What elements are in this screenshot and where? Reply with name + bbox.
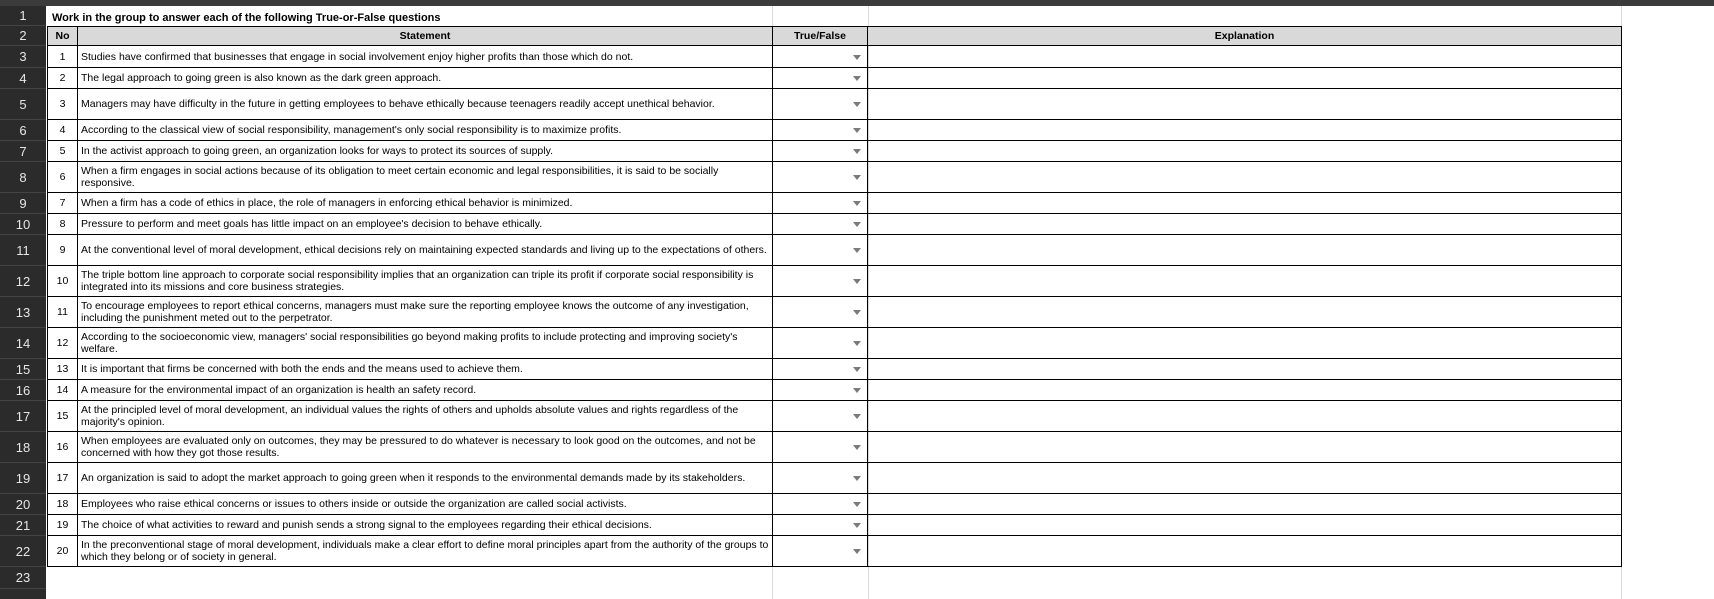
row-number-cell[interactable]: 12: [48, 328, 78, 359]
row-number-cell[interactable]: 18: [48, 494, 78, 515]
dropdown-arrow-icon[interactable]: [853, 222, 861, 227]
explanation-cell[interactable]: [868, 235, 1622, 266]
true-false-dropdown[interactable]: [773, 46, 868, 68]
row-number-cell[interactable]: 1: [48, 46, 78, 68]
true-false-dropdown[interactable]: [773, 141, 868, 162]
true-false-dropdown[interactable]: [773, 68, 868, 89]
row-number-cell[interactable]: 15: [48, 401, 78, 432]
table-row: [48, 494, 1622, 515]
table-row: [48, 235, 1622, 266]
row-number-label[interactable]: 5: [0, 89, 46, 120]
statement-cell[interactable]: At the conventional level of moral development, ethical decisions rely on maintaining expected standards and living up to the expectations of others.: [78, 235, 773, 266]
dropdown-arrow-icon[interactable]: [853, 476, 861, 481]
dropdown-arrow-icon[interactable]: [853, 523, 861, 528]
dropdown-arrow-icon[interactable]: [853, 310, 861, 315]
row-number-label[interactable]: 15: [0, 359, 46, 380]
row-number-cell[interactable]: 5: [48, 141, 78, 162]
explanation-cell[interactable]: [868, 494, 1622, 515]
dropdown-arrow-icon[interactable]: [853, 175, 861, 180]
explanation-cell[interactable]: [868, 380, 1622, 401]
row-number-label[interactable]: 20: [0, 494, 46, 515]
header-statement[interactable]: Statement: [78, 27, 773, 46]
header-explanation[interactable]: Explanation: [868, 27, 1622, 46]
row-number-label[interactable]: 17: [0, 401, 46, 432]
statement-cell[interactable]: The choice of what activities to reward and punish sends a strong signal to the employees regarding their ethical decisions.: [78, 515, 773, 536]
dropdown-arrow-icon[interactable]: [853, 279, 861, 284]
statement-cell[interactable]: In the activist approach to going green, an organization looks for ways to protect its sources of supply.: [78, 141, 773, 162]
true-false-dropdown[interactable]: [773, 359, 868, 380]
true-false-dropdown[interactable]: [773, 494, 868, 515]
true-false-dropdown[interactable]: [773, 380, 868, 401]
table-row: [48, 89, 1622, 120]
true-false-dropdown[interactable]: [773, 515, 868, 536]
dropdown-arrow-icon[interactable]: [853, 128, 861, 133]
row-header-column: [0, 6, 46, 599]
row-number-cell[interactable]: 10: [48, 266, 78, 297]
dropdown-arrow-icon[interactable]: [853, 248, 861, 253]
row-number-cell[interactable]: 19: [48, 515, 78, 536]
row-number-label[interactable]: 14: [0, 328, 46, 359]
explanation-cell[interactable]: [868, 193, 1622, 214]
table-row: [48, 46, 1622, 68]
row-number-label[interactable]: 6: [0, 120, 46, 141]
row-number-cell[interactable]: 13: [48, 359, 78, 380]
row-number-label[interactable]: 11: [0, 235, 46, 266]
table-row: [48, 401, 1622, 432]
dropdown-arrow-icon[interactable]: [853, 55, 861, 60]
row-number-cell[interactable]: 14: [48, 380, 78, 401]
explanation-cell[interactable]: [868, 214, 1622, 235]
row-number-label[interactable]: 9: [0, 193, 46, 214]
explanation-cell[interactable]: [868, 328, 1622, 359]
dropdown-arrow-icon[interactable]: [853, 76, 861, 81]
dropdown-arrow-icon[interactable]: [853, 549, 861, 554]
statement-cell[interactable]: A measure for the environmental impact of an organization is health an safety record.: [78, 380, 773, 401]
explanation-cell[interactable]: [868, 68, 1622, 89]
explanation-cell[interactable]: [868, 120, 1622, 141]
table-row: [48, 515, 1622, 536]
explanation-cell[interactable]: [868, 162, 1622, 193]
row-number-cell[interactable]: 9: [48, 235, 78, 266]
dropdown-arrow-icon[interactable]: [853, 367, 861, 372]
table-row: [48, 380, 1622, 401]
row-number-cell[interactable]: 20: [48, 536, 78, 567]
true-false-dropdown[interactable]: [773, 432, 868, 463]
row-number-cell[interactable]: 17: [48, 463, 78, 494]
dropdown-arrow-icon[interactable]: [853, 388, 861, 393]
statement-cell[interactable]: The triple bottom line approach to corporate social responsibility implies that an organization can triple its profit if corporate social responsibility is integrated into its missions and core business strategies.: [78, 266, 773, 297]
explanation-cell[interactable]: [868, 359, 1622, 380]
explanation-cell[interactable]: [868, 141, 1622, 162]
true-false-dropdown[interactable]: [773, 120, 868, 141]
row-number-label[interactable]: 22: [0, 536, 46, 567]
row-number-label[interactable]: 18: [0, 432, 46, 463]
row-number-label[interactable]: 12: [0, 266, 46, 297]
true-false-dropdown[interactable]: [773, 193, 868, 214]
true-false-dropdown[interactable]: [773, 235, 868, 266]
true-false-dropdown[interactable]: [773, 297, 868, 328]
table-row: [48, 536, 1622, 567]
statement-cell[interactable]: It is important that firms be concerned with both the ends and the means used to achieve them.: [78, 359, 773, 380]
true-false-dropdown[interactable]: [773, 89, 868, 120]
statement-cell[interactable]: Studies have confirmed that businesses that engage in social involvement enjoy higher profits than those which do not.: [78, 46, 773, 68]
statement-cell[interactable]: An organization is said to adopt the market approach to going green when it responds to the environmental demands made by its stakeholders.: [78, 463, 773, 494]
header-no[interactable]: No: [48, 27, 78, 46]
true-false-dropdown[interactable]: [773, 401, 868, 432]
true-false-dropdown[interactable]: [773, 463, 868, 494]
true-false-dropdown[interactable]: [773, 266, 868, 297]
explanation-cell[interactable]: [868, 515, 1622, 536]
statement-cell[interactable]: Pressure to perform and meet goals has little impact on an employee's decision to behave ethically.: [78, 214, 773, 235]
statement-cell[interactable]: When a firm engages in social actions because of its obligation to meet certain economic and legal responsibilities, it is said to be socially responsive.: [78, 162, 773, 193]
header-row: [48, 27, 1622, 46]
row-number-label[interactable]: 19: [0, 463, 46, 494]
row-number-cell[interactable]: 8: [48, 214, 78, 235]
statement-cell[interactable]: To encourage employees to report ethical concerns, managers must make sure the reporting employee knows the outcome of any investigation, including the punishment meted out to the perpetrator.: [78, 297, 773, 328]
table-row: [48, 162, 1622, 193]
row-number-cell[interactable]: 11: [48, 297, 78, 328]
row-number-label[interactable]: 13: [0, 297, 46, 328]
statement-cell[interactable]: According to the classical view of social responsibility, management's only social responsibility is to maximize profits.: [78, 120, 773, 141]
row-number-cell[interactable]: 16: [48, 432, 78, 463]
explanation-cell[interactable]: [868, 266, 1622, 297]
statement-cell[interactable]: When a firm has a code of ethics in place, the role of managers in enforcing ethical behavior is minimized.: [78, 193, 773, 214]
true-false-dropdown[interactable]: [773, 214, 868, 235]
table-row: [48, 214, 1622, 235]
table-row: [48, 297, 1622, 328]
explanation-cell[interactable]: [868, 536, 1622, 567]
dropdown-arrow-icon[interactable]: [853, 502, 861, 507]
table-row: [48, 193, 1622, 214]
row-number-cell[interactable]: 4: [48, 120, 78, 141]
row-number-label[interactable]: 3: [0, 46, 46, 68]
table-row: [48, 359, 1622, 380]
table-row: [48, 432, 1622, 463]
header-true-false[interactable]: True/False: [773, 27, 868, 46]
true-false-dropdown[interactable]: [773, 328, 868, 359]
table-row: [48, 120, 1622, 141]
row-number-cell[interactable]: 6: [48, 162, 78, 193]
explanation-cell[interactable]: [868, 432, 1622, 463]
table-row: [48, 328, 1622, 359]
explanation-cell[interactable]: [868, 46, 1622, 68]
dropdown-arrow-icon[interactable]: [853, 201, 861, 206]
row-number-cell[interactable]: 3: [48, 89, 78, 120]
sheet-top-bar: [0, 0, 1714, 6]
explanation-cell[interactable]: [868, 463, 1622, 494]
row-number-label[interactable]: 4: [0, 68, 46, 89]
statement-cell[interactable]: At the principled level of moral development, an individual values the rights of others and upholds absolute values and rights regardless of the majority's opinion.: [78, 401, 773, 432]
statement-cell[interactable]: The legal approach to going green is also known as the dark green approach.: [78, 68, 773, 89]
statement-cell[interactable]: Managers may have difficulty in the future in getting employees to behave ethically because teenagers readily accept unethical behavior.: [78, 89, 773, 120]
table-row: [48, 68, 1622, 89]
statement-cell[interactable]: According to the socioeconomic view, managers' social responsibilities go beyond making profits to include protecting and improving society's welfare.: [78, 328, 773, 359]
row-number-label[interactable]: 7: [0, 141, 46, 162]
dropdown-arrow-icon[interactable]: [853, 341, 861, 346]
true-false-dropdown[interactable]: [773, 162, 868, 193]
sheet-title: Work in the group to answer each of the following True-or-False questions: [52, 12, 441, 24]
table-row: [48, 141, 1622, 162]
row-number-label[interactable]: 1: [0, 6, 46, 26]
explanation-cell[interactable]: [868, 401, 1622, 432]
table-row: [48, 266, 1622, 297]
dropdown-arrow-icon[interactable]: [853, 102, 861, 107]
questions-table: [47, 26, 1622, 567]
table-row: [48, 463, 1622, 494]
row-number-label[interactable]: 23: [0, 567, 46, 589]
statement-cell[interactable]: Employees who raise ethical concerns or issues to others inside or outside the organization are called social activists.: [78, 494, 773, 515]
row-number-cell[interactable]: 2: [48, 68, 78, 89]
explanation-cell[interactable]: [868, 89, 1622, 120]
row-number-label[interactable]: 8: [0, 162, 46, 193]
statement-cell[interactable]: In the preconventional stage of moral development, individuals make a clear effort to define moral principles apart from the authority of the groups to which they belong or of society in general.: [78, 536, 773, 567]
row-number-cell[interactable]: 7: [48, 193, 78, 214]
dropdown-arrow-icon[interactable]: [853, 445, 861, 450]
explanation-cell[interactable]: [868, 297, 1622, 328]
row-number-label[interactable]: 21: [0, 515, 46, 536]
row-number-label[interactable]: 16: [0, 380, 46, 401]
true-false-dropdown[interactable]: [773, 536, 868, 567]
row-number-label[interactable]: 2: [0, 26, 46, 46]
dropdown-arrow-icon[interactable]: [853, 414, 861, 419]
dropdown-arrow-icon[interactable]: [853, 149, 861, 154]
row-number-label[interactable]: 10: [0, 214, 46, 235]
statement-cell[interactable]: When employees are evaluated only on outcomes, they may be pressured to do whatever is necessary to look good on the outcomes, and not be concerned with how they got those results.: [78, 432, 773, 463]
